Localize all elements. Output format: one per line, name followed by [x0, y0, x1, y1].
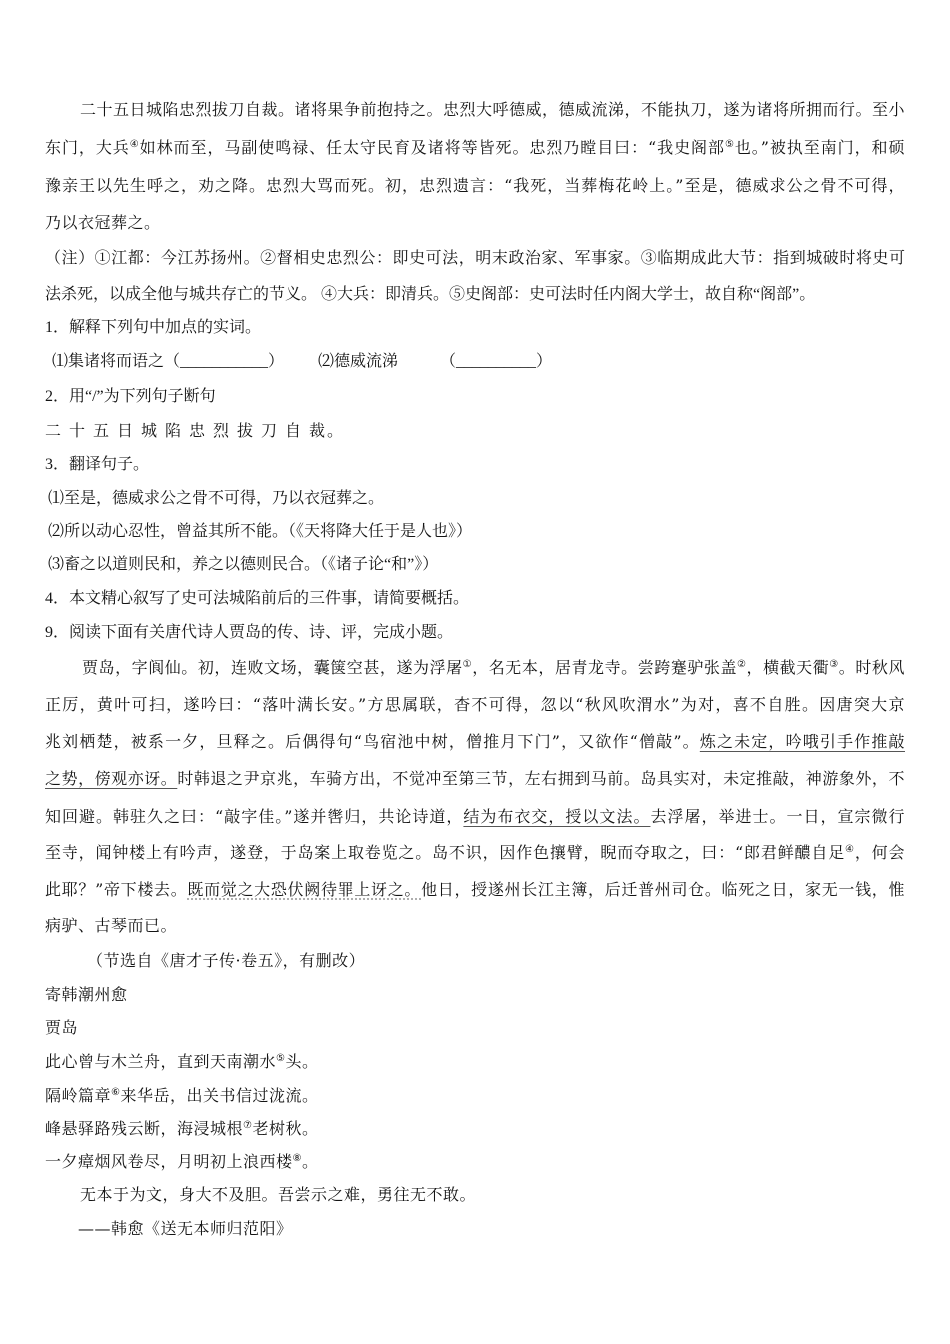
poem-text: 隔岭篇章: [45, 1086, 112, 1105]
passage-text: 正厉，黄叶可扫，遂吟曰：“落叶满长安。”方思属联，杳不可得，忽以“秋风吹渭水”为对，喜不自胜。因唐突大京: [45, 695, 905, 714]
passage-text: 病驴、古琴而已。: [45, 916, 178, 935]
question-3-item-2: ⑵所以动心忍性，曾益其所不能。（《天将降大任于是人也》）: [48, 523, 473, 540]
poem-line-1: [45, 1051, 905, 1073]
footnote-marker: ⑤: [276, 1053, 286, 1064]
item-label: ⑴集诸将而语之: [52, 353, 165, 370]
footnote-marker: ②: [737, 659, 747, 670]
poem-line-3: [45, 1118, 905, 1140]
question-1-prompt: 1．解释下列句中加点的实词。: [45, 319, 262, 336]
underlined-sentence: 结为布衣交，授以文法。: [463, 807, 651, 826]
footnote-marker: ④: [129, 139, 140, 150]
question-3-prompt: 3．翻译句子。: [45, 456, 150, 473]
passage-text: ，横截天衢: [746, 658, 830, 677]
passage-shi-line-1: [80, 99, 905, 121]
notes-line-2: 法杀死，以成全他与城共存亡的节义。 ④大兵：即清兵。⑤史阁部：史可法时任内阁大学士，故自称“阁部”。: [45, 286, 816, 303]
answer-blank: （__________）: [440, 353, 553, 370]
passage-text: 此耶？”帝下楼去。: [45, 880, 188, 899]
footnote-marker: ⑥: [111, 1087, 121, 1098]
poem-text: 。: [301, 1152, 319, 1171]
passage-text: 去浮屠，举进士。一日，宣宗微行: [650, 807, 905, 826]
footnote-marker: ③: [829, 659, 839, 670]
passage-jiadao-line-4: [45, 768, 905, 790]
passage-text: 也。”被执至南门，和硕: [734, 138, 905, 157]
passage-jiadao-line-7: [45, 879, 905, 901]
poem-text: 来华岳，出关书信过泷流。: [120, 1086, 319, 1105]
passage-text: 兆刘栖楚，被系一夕，旦释之。后偶得句“鸟宿池中树，僧推月下门”，又欲作“僧敲”。: [45, 732, 700, 751]
underlined-sentence: 炼之未定，吟哦引手作推敲: [699, 732, 905, 751]
answer-blank: （___________）: [164, 353, 285, 370]
poem-title: 寄韩潮州愈: [45, 985, 128, 1004]
comment-text: 无本于为文，身大不及胆。吾尝示之难，勇往无不敢。: [80, 1185, 477, 1204]
poem-text: 老树秋。: [252, 1119, 319, 1138]
passage-shi-line-4: [45, 212, 905, 234]
question-2-prompt: 2．用“/”为下列句子断句: [45, 388, 216, 405]
passage-text: 知回避。韩驻久之曰：“敲字佳。”遂并辔归，共论诗道，: [45, 807, 464, 826]
passage-text: 。时秋风: [838, 658, 905, 677]
passage-text: 如林而至，马副使鸣禄、任太守民育及诸将等皆死。忠烈乃瞠目曰：“我史阁部: [139, 138, 725, 157]
passage-text: 豫亲王以先生呼之，劝之降。忠烈大骂而死。初，忠烈遗言：“我死，当葬梅花岭上。”至是，德威求公之骨不可得，: [45, 176, 905, 195]
passage-shi-line-3: [45, 175, 905, 197]
question-1-item-2: [318, 351, 438, 373]
passage-text: 东门，大兵: [45, 138, 130, 157]
passage-jiadao-line-1: [82, 657, 905, 679]
passage-text: ，名无本，居青龙寺。尝跨蹇驴张盖: [472, 658, 737, 677]
passage-source: （节选自《唐才子传·卷五》，有删改）: [87, 951, 366, 970]
comment-source: ——韩愈《送无本师归范阳》: [78, 1219, 293, 1238]
notes-line-1: （注）①江都：今江苏扬州。②督相史忠烈公：即史可法，明末政治家、军事家。③临期成此大节：指到城破时将史可: [45, 250, 905, 267]
passage-jiadao-line-5: [45, 806, 905, 828]
question-2-text: 二 十 五 日 城 陷 忠 烈 拔 刀 自 裁。: [45, 423, 346, 440]
passage-jiadao-line-3: [45, 731, 905, 753]
passage-shi-line-2: [45, 137, 905, 159]
passage-text: ，何会: [854, 843, 905, 862]
footnote-marker: ④: [845, 844, 855, 855]
poem-text: 峰悬驿路残云断，海浸城根: [45, 1119, 244, 1138]
poem-line-2: [45, 1085, 905, 1107]
passage-text: 时韩退之尹京兆，车骑方出，不觉冲至第三节，左右拥到马前。岛具实对，未定推敲，神游象外，不: [177, 769, 905, 788]
footnote-marker: ①: [462, 659, 473, 670]
underlined-sentence: 之势，傍观亦讶。: [45, 769, 178, 788]
passage-jiadao-line-6: [45, 842, 905, 864]
footnote-marker: ⑦: [243, 1120, 253, 1131]
passage-text: 二十五日城陷忠烈拔刀自裁。诸将果争前抱持之。忠烈大呼德威，德威流涕，不能执刀，遂为诸将所拥而行。至小: [80, 100, 906, 119]
question-4-prompt: 4．本文精心叙写了史可法城陷前后的三件事，请简要概括。: [45, 590, 470, 607]
question-9-prompt: 9．阅读下面有关唐代诗人贾岛的传、诗、评，完成小题。: [45, 624, 454, 641]
question-1-item-2-blank: [440, 351, 580, 373]
passage-text: 贾岛，字阆仙。初，连败文场，囊箧空甚，遂为浮屠: [82, 658, 463, 677]
poem-text: 头。: [285, 1052, 319, 1071]
poem-text: 一夕瘴烟风卷尽，月明初上浪西楼: [45, 1152, 293, 1171]
poem-author: 贾岛: [45, 1018, 79, 1037]
footnote-marker: ⑤: [724, 139, 735, 150]
footnote-marker: ⑧: [292, 1153, 302, 1164]
passage-text: 他日，授遂州长江主簿，后迁普州司仓。临死之日，家无一钱，惟: [421, 880, 905, 899]
passage-jiadao-line-2: [45, 694, 905, 716]
passage-text: 至寺，闻钟楼上有吟声，遂登，于岛案上取卷览之。岛不识，因作色攘臂，睨而夺取之，曰：“郎君鲜醲自足: [45, 843, 846, 862]
passage-jiadao-line-8: [45, 915, 905, 937]
question-3-item-3: ⑶畜之以道则民和，养之以德则民合。（《诸子论“和”》）: [48, 556, 439, 573]
poem-line-4: [45, 1151, 905, 1173]
passage-text: 乃以衣冠葬之。: [45, 213, 161, 232]
question-1-item-1: [52, 351, 352, 373]
question-3-item-1: ⑴至是，德威求公之骨不可得，乃以衣冠葬之。: [48, 490, 385, 507]
item-label: ⑵德威流涕: [318, 353, 399, 370]
poem-text: 此心曾与木兰舟，直到天南潮水: [45, 1052, 277, 1071]
dotted-underlined-sentence: 既而觉之大恐伏阙待罪上讶之。: [187, 880, 422, 899]
